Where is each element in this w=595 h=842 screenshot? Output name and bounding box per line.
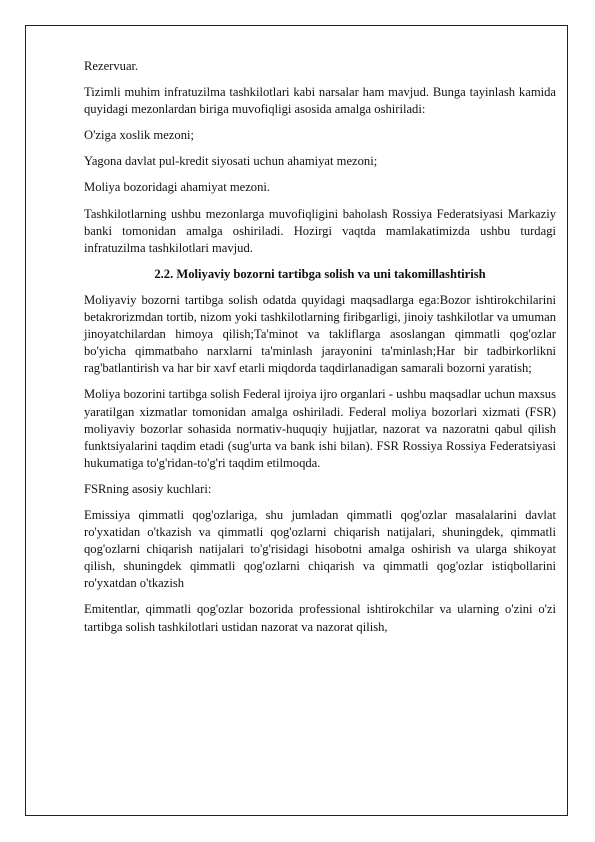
section-heading: 2.2. Moliyaviy bozorni tartibga solish va uni takomillashtirish — [154, 266, 486, 281]
criterion-financial-market: Moliya bozoridagi ahamiyat mezoni. — [84, 180, 271, 195]
paragraph-issuers-supervision: Emitentlar, qimmatli qog'ozlar bozorida professional ishtirokchilar va ularning o'zini o'zi tartibga solish tashkilotlari ustidan nazorat va nazorat qilish, — [84, 602, 556, 634]
criterion-monetary-policy: Yagona davlat pul-kredit siyosati uchun ahamiyat mezoni; — [84, 154, 378, 169]
paragraph-federal-regulation: Moliya bozorini tartibga solish Federal ijroiya ijro organlari - ushbu maqsadlar uchun maxsus yaratilgan xizmatlar tomonidan amalga oshiriladi. Federal moliya bozorlari xizmati (FSR) moliyaviy bozorlar sohasida normativ-huquqiy hujjatlar, nazorat va nazoratni qabul qilish funktsiyalarini taqdim etadi (sug'urta va bank ishi bilan). FSR Rossiya Rossiya Federatsiyasi hukumatiga to'g'ridan-to'g'ri taqdim etilmoqda. — [84, 387, 556, 470]
paragraph-reservoir: Rezervuar. — [84, 59, 139, 73]
paragraph-fsr-powers-label: FSRning asosiy kuchlari: — [84, 481, 212, 496]
paragraph-infrastructure-intro: Tizimli muhim infratuzilma tashkilotlari kabi narsalar ham mavjud. Bunga tayinlash kamida quyidagi mezonlardan biriga muvofiqligi asosida amalga oshiriladi: — [84, 85, 556, 117]
criterion-specificity: O'ziga xoslik mezoni; — [84, 128, 194, 143]
paragraph-emission: Emissiya qimmatli qog'ozlariga, shu jumladan qimmatli qog'ozlar masalalarini davlat ro'yxatidan o'tkazish va qimmatli qog'ozlarni chiqarish natijalari, shuningdek, qimmatli qog'ozlarni chiqarish natijalari to'g'risidagi hisobotni amalga oshirish va ularga shikoyat qilish, shuningdek qimmatli qog'ozlarni chiqarish va qimmatli qog'ozlar istiqbollarini ro'yxatdan o'tkazish — [84, 507, 556, 591]
document-body — [84, 58, 556, 636]
paragraph-regulation-goals: Moliyaviy bozorni tartibga solish odatda quyidagi maqsadlarga ega:Bozor ishtirokchilarini betakrorizmdan tortib, nizom yoki tashkilotlarning firibgarligi, jinoiy tashkilotlar va umuman jinoyatchilardan himoya qilish;Ta'minot va takliflarga asoslangan qimmatli qog'ozlar bo'yicha qimmatbaho narxlarni ta'minlash jarayonini ta'minlash;Har bir tadbirkorlikni rag'batlantirish va har bir xavf etarli miqdorda taqdirlanadigan samarali bozorni yaratish; — [84, 292, 556, 376]
paragraph-central-bank-assessment: Tashkilotlarning ushbu mezonlarga muvofiqligini baholash Rossiya Federatsiyasi Markaziy banki tomonidan amalga oshiriladi. Hozirgi vaqtda mamlakatimizda ushbu turdagi infratuzilma tashkilotlari mavjud. — [84, 206, 556, 255]
